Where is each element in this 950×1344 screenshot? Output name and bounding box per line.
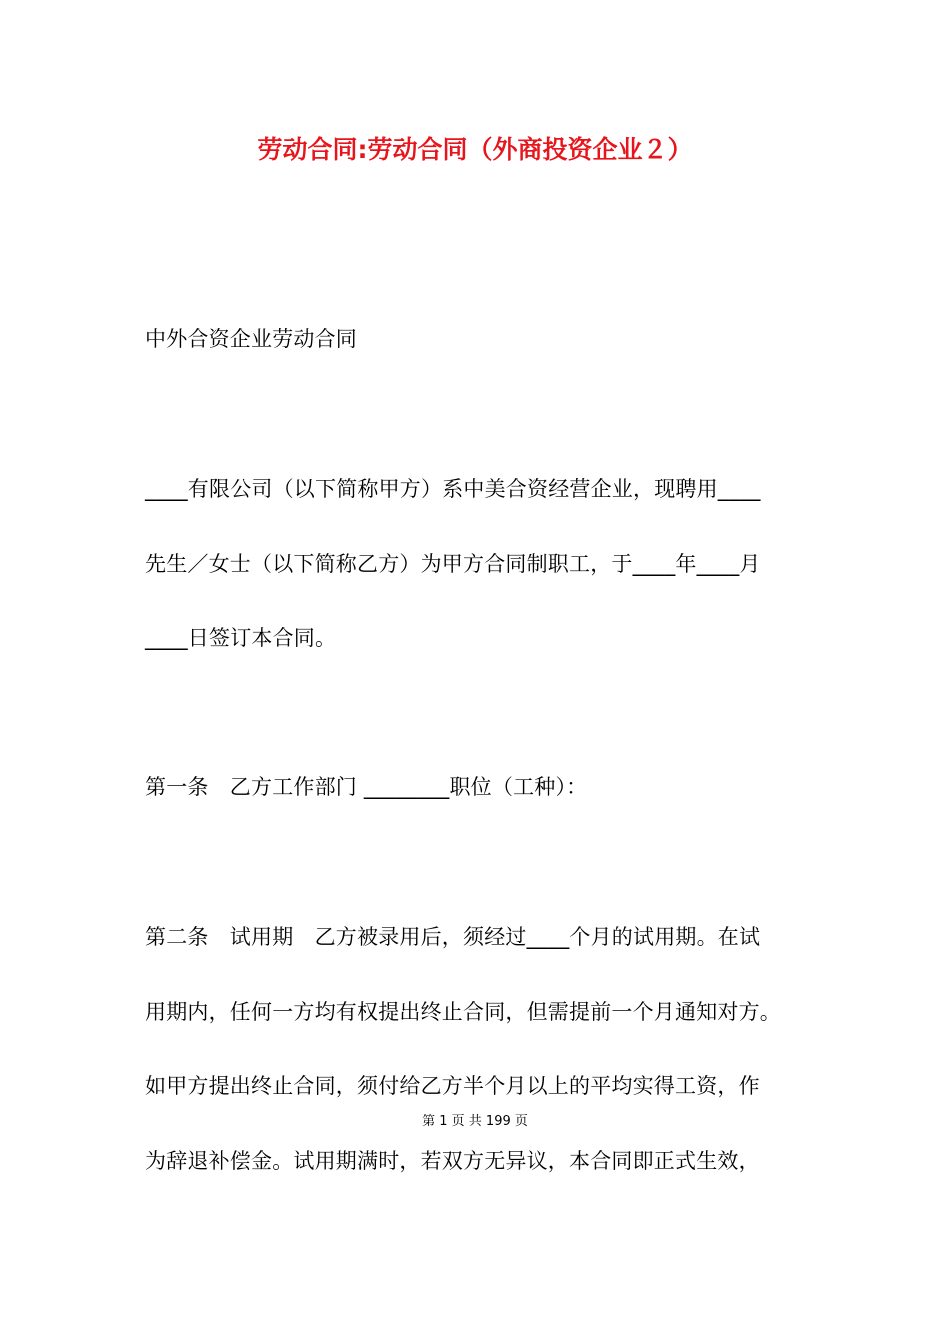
paragraph-line: 如甲方提出终止合同，须付给乙方半个月以上的平均实得工资，作 [145,1074,760,1098]
paragraph-line: ____日签订本合同。 [145,626,337,650]
article-one-line: 第一条 乙方工作部门 ________职位（工种）： [145,775,588,799]
paragraph-line: ____有限公司（以下简称甲方）系中美合资经营企业，现聘用____ [145,477,761,501]
paragraph-line: 为辞退补偿金。试用期满时，若双方无异议，本合同即正式生效， [145,1149,760,1173]
page-footer: 第 1 页 共 199 页 [422,1114,528,1129]
paragraph-line: 先生／女士（以下简称乙方）为甲方合同制职工，于____年____月 [145,552,761,576]
paragraph-line: 用期内，任何一方均有权提出终止合同，但需提前一个月通知对方。 [145,1000,781,1024]
document-title: 劳动合同:劳动合同（外商投资企业２） [257,135,693,164]
section-heading: 中外合资企业劳动合同 [145,327,357,351]
article-two-line: 第二条 试用期 乙方被录用后，须经过____个月的试用期。在试 [145,925,761,949]
